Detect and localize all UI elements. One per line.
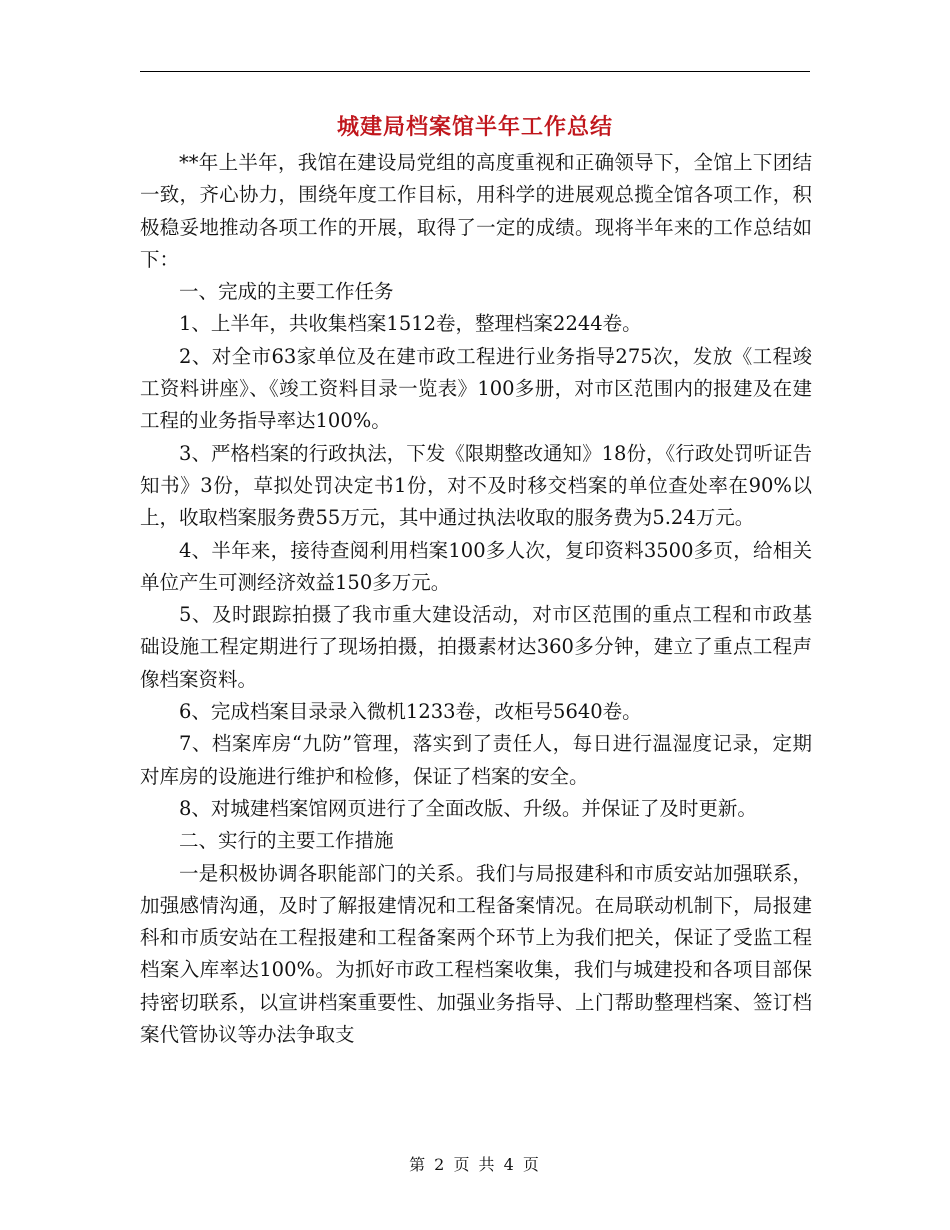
paragraph-item-7: 7、档案库房“九防”管理，落实到了责任人，每日进行温湿度记录，定期对库房的设施进行维护和检修，保证了档案的安全。 (140, 732, 812, 788)
paragraph-item-2: 2、对全市63家单位及在建市政工程进行业务指导275次，发放《工程竣工资料讲座》、《竣工资料目录一览表》100多册，对市区范围内的报建及在建工程的业务指导率达100%。 (140, 344, 812, 433)
paragraph-item-8: 8、对城建档案馆网页进行了全面改版、升级。并保证了及时更新。 (179, 796, 757, 820)
paragraph-intro: **年上半年，我馆在建设局党组的高度重视和正确领导下，全馆上下团结一致，齐心协力，围绕年度工作目标，用科学的进展观总揽全馆各项工作，积极稳妥地推动各项工作的开展，取得了一定的成绩。现将半年来的工作总结如下： (140, 151, 812, 271)
paragraph-item-3: 3、严格档案的行政执法，下发《限期整改通知》18份，《行政处罚听证告知书》3份，草拟处罚决定书1份，对不及时移交档案的单位查处率在90%以上，收取档案服务费55万元，其中通过执法收取的服务费为5.24万元。 (140, 441, 812, 530)
paragraph-measure-1: 一是积极协调各职能部门的关系。我们与局报建科和市质安站加强联系，加强感情沟通，及时了解报建情况和工程备案情况。在局联动机制下，局报建科和市质安站在工程报建和工程备案两个环节上为我们把关，保证了受监工程档案入库率达100%。为抓好市政工程档案收集，我们与城建投和各项目部保持密切联系，以宣讲档案重要性、加强业务指导、上门帮助整理档案、签订档案代管协议等办法争取支 (140, 861, 812, 1047)
document-title: 城建局档案馆半年工作总结 (336, 115, 613, 140)
paragraph-item-4: 4、半年来，接待查阅利用档案100多人次，复印资料3500多页，给相关单位产生可测经济效益150多万元。 (140, 538, 812, 594)
page-number: 第 2 页 共 4 页 (409, 1155, 541, 1174)
document-body (140, 147, 812, 1051)
paragraph-item-1: 1、上半年，共收集档案1512卷，整理档案2244卷。 (179, 312, 642, 336)
section-heading-1: 一、完成的主要工作任务 (179, 280, 394, 304)
paragraph-item-5: 5、及时跟踪拍摄了我市重大建设活动，对市区范围的重点工程和市政基础设施工程定期进行了现场拍摄，拍摄素材达360多分钟，建立了重点工程声像档案资料。 (140, 603, 812, 691)
header-rule (140, 71, 810, 72)
section-heading-2: 二、实行的主要工作措施 (179, 829, 394, 853)
paragraph-item-6: 6、完成档案目录录入微机1233卷，改柜号5640卷。 (179, 700, 642, 724)
